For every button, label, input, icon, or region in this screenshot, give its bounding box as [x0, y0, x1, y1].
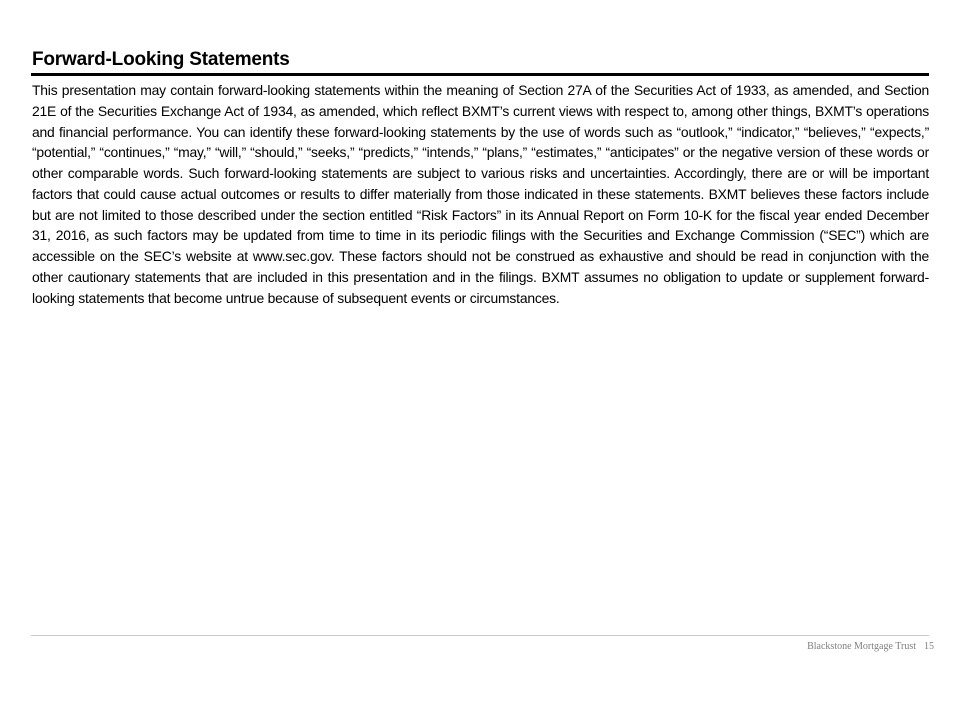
footer	[807, 641, 934, 652]
footer-company-name: Blackstone Mortgage Trust	[807, 641, 916, 652]
footer-divider	[31, 635, 929, 636]
title-divider	[31, 73, 929, 76]
page-number: 15	[924, 641, 934, 652]
page-title: Forward-Looking Statements	[32, 49, 290, 70]
disclaimer-paragraph: This presentation may contain forward-looking statements within the meaning of Section 27A of the Securities Act of 1933, as amended, and Section 21E of the Securities Exchange Act of 1934, as amended, which reflect BXMT’s current views with respect to, among other things, BXMT’s operations and financial performance. You can identify these forward-looking statements by the use of words such as “outlook,” “indicator,” “believes,” “expects,” “potential,” “continues,” “may,” “will,” “should,” “seeks,” “predicts,” “intends,” “plans,” “estimates,” “anticipates” or the negative version of these words or other comparable words. Such forward-looking statements are subject to various risks and uncertainties. Accordingly, there are or will be important factors that could cause actual outcomes or results to differ materially from those indicated in these statements. BXMT believes these factors include but are not limited to those described under the section entitled “Risk Factors” in its Annual Report on Form 10-K for the fiscal year ended December 31, 2016, as such factors may be updated from time to time in its periodic filings with the Securities and Exchange Commission (“SEC”) which are accessible on the SEC’s website at www.sec.gov. These factors should not be construed as exhaustive and should be read in conjunction with the other cautionary statements that are included in this presentation and in the filings. BXMT assumes no obligation to update or supplement forward-looking statements that become untrue because of subsequent events or circumstances.	[32, 82, 929, 306]
